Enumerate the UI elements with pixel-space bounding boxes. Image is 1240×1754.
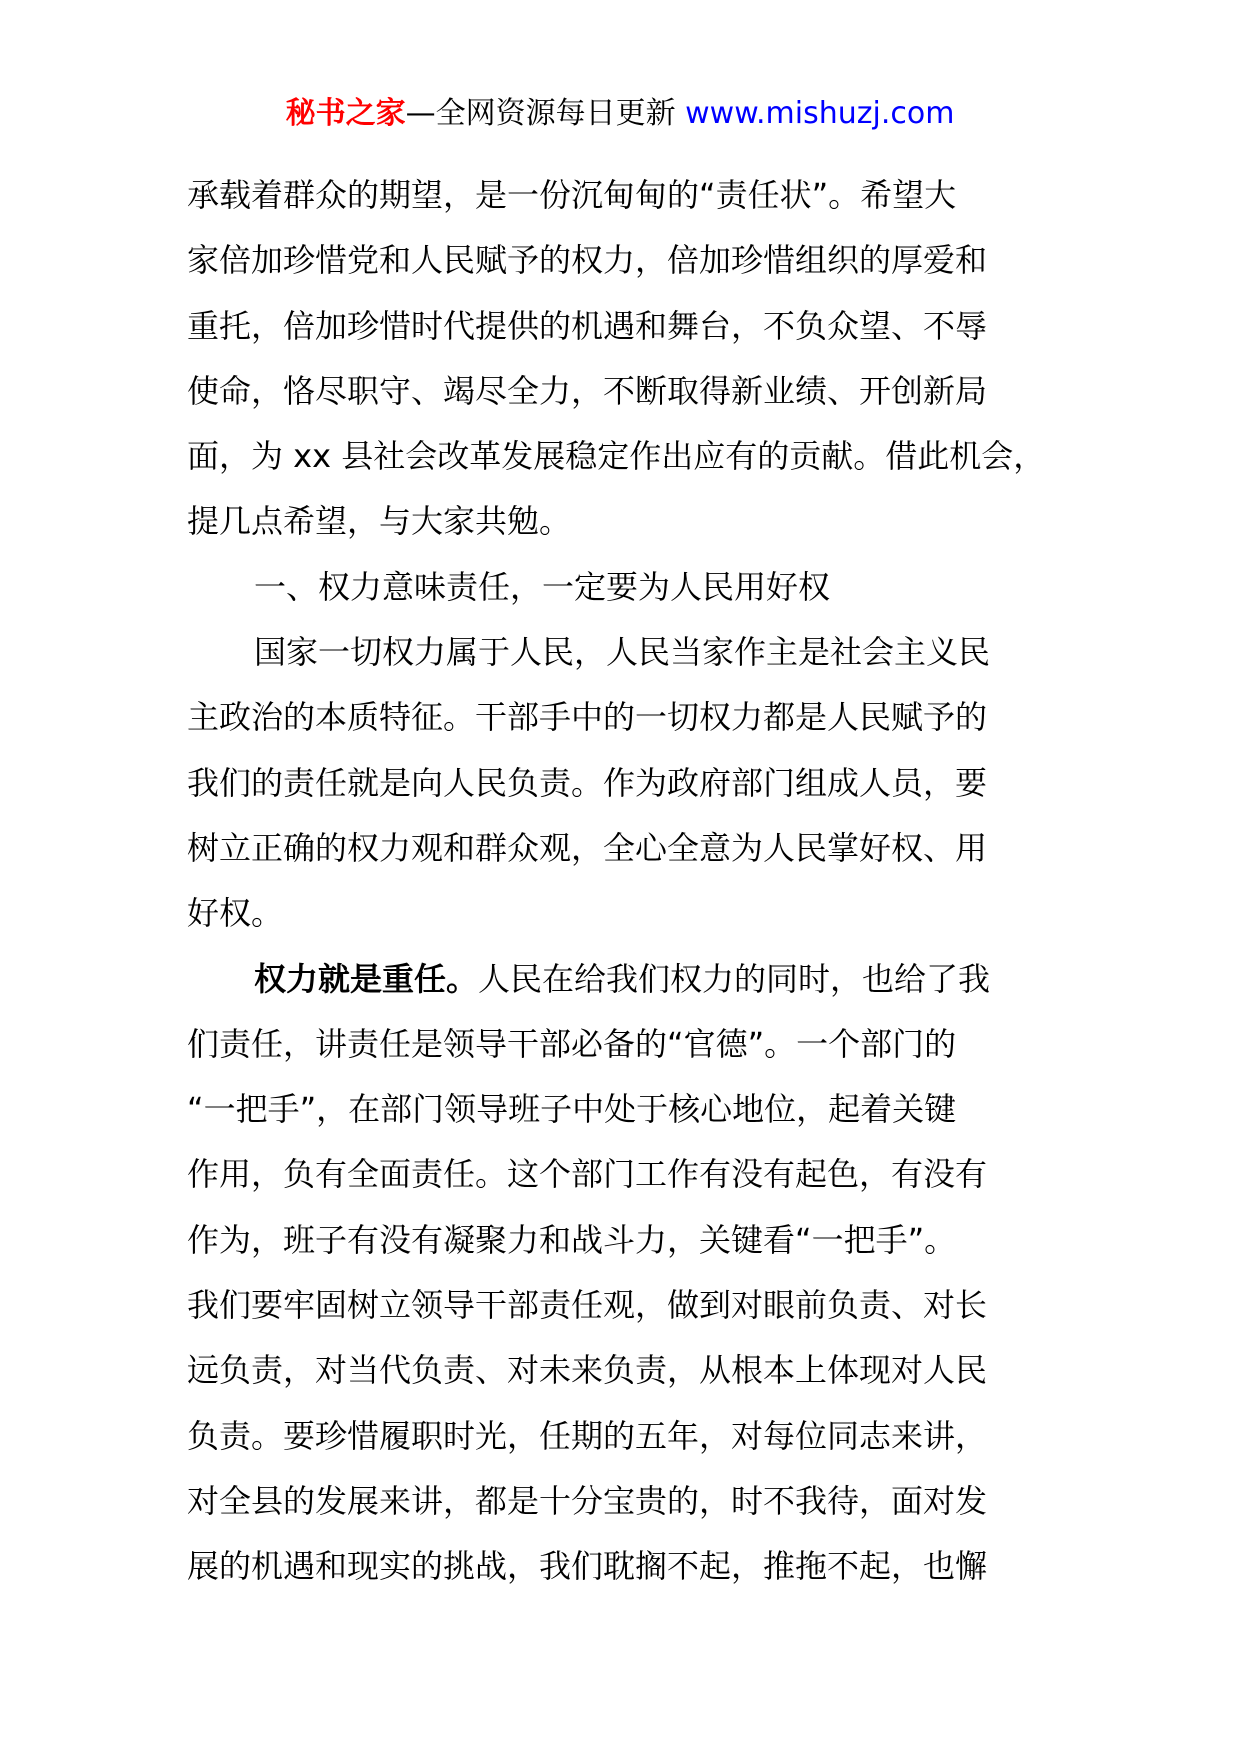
section-heading: 一、权力意味责任，一定要为人民用好权	[254, 567, 831, 606]
text-line: “一把手”，在部门领导班子中处于核心地位，起着关键	[187, 1090, 957, 1129]
text-line: 提几点希望，与大家共勉。	[187, 502, 572, 541]
paragraph-lead-line	[187, 947, 1087, 1012]
header-tagline: —全网资源每日更新	[405, 96, 676, 131]
website-link[interactable]: www.mishuzj.com	[685, 96, 955, 131]
text-line: 我们要牢固树立领导干部责任观，做到对眼前负责、对长	[187, 1286, 988, 1325]
text-line: 国家一切权力属于人民，人民当家作主是社会主义民	[254, 633, 991, 672]
brand-name: 秘书之家	[285, 96, 406, 131]
text-line: 作为，班子有没有凝聚力和战斗力，关键看“一把手”。	[187, 1220, 957, 1259]
text-line: 承载着群众的期望，是一份沉甸甸的“责任状”。希望大	[187, 176, 957, 214]
text-line: 重托，倍加珍惜时代提供的机遇和舞台，不负众望、不辱	[187, 306, 988, 345]
text-line: 面，为 xx 县社会改革发展稳定作出应有的贡献。借此机会，	[187, 437, 1046, 476]
text-line: 展的机遇和现实的挑战，我们耽搁不起，推拖不起，也懈	[187, 1547, 988, 1586]
text-line: 使命，恪尽职守、竭尽全力，不断取得新业绩、开创新局	[187, 371, 988, 410]
text-line: 作用，负有全面责任。这个部门工作有没有起色，有没有	[187, 1155, 988, 1194]
text-line: 们责任，讲责任是领导干部必备的“官德”。一个部门的	[187, 1024, 957, 1063]
site-header	[0, 92, 1240, 136]
text-line: 家倍加珍惜党和人民赋予的权力，倍加珍惜组织的厚爱和	[187, 241, 988, 280]
bold-lead-phrase: 权力就是重任。	[254, 959, 479, 998]
text-line: 对全县的发展来讲，都是十分宝贵的，时不我待，面对发	[187, 1481, 988, 1520]
text-line-rest: 人民在给我们权力的同时，也给了我	[478, 959, 991, 998]
text-line: 好权。	[187, 894, 284, 933]
document-body	[187, 163, 1087, 1600]
text-line: 我们的责任就是向人民负责。作为政府部门组成人员，要	[187, 763, 988, 802]
text-line: 树立正确的权力观和群众观，全心全意为人民掌好权、用	[187, 828, 988, 867]
text-line: 负责。要珍惜履职时光，任期的五年，对每位同志来讲，	[187, 1416, 988, 1455]
text-line: 主政治的本质特征。干部手中的一切权力都是人民赋予的	[187, 698, 988, 737]
text-line: 远负责，对当代负责、对未来负责，从根本上体现对人民	[187, 1351, 988, 1390]
